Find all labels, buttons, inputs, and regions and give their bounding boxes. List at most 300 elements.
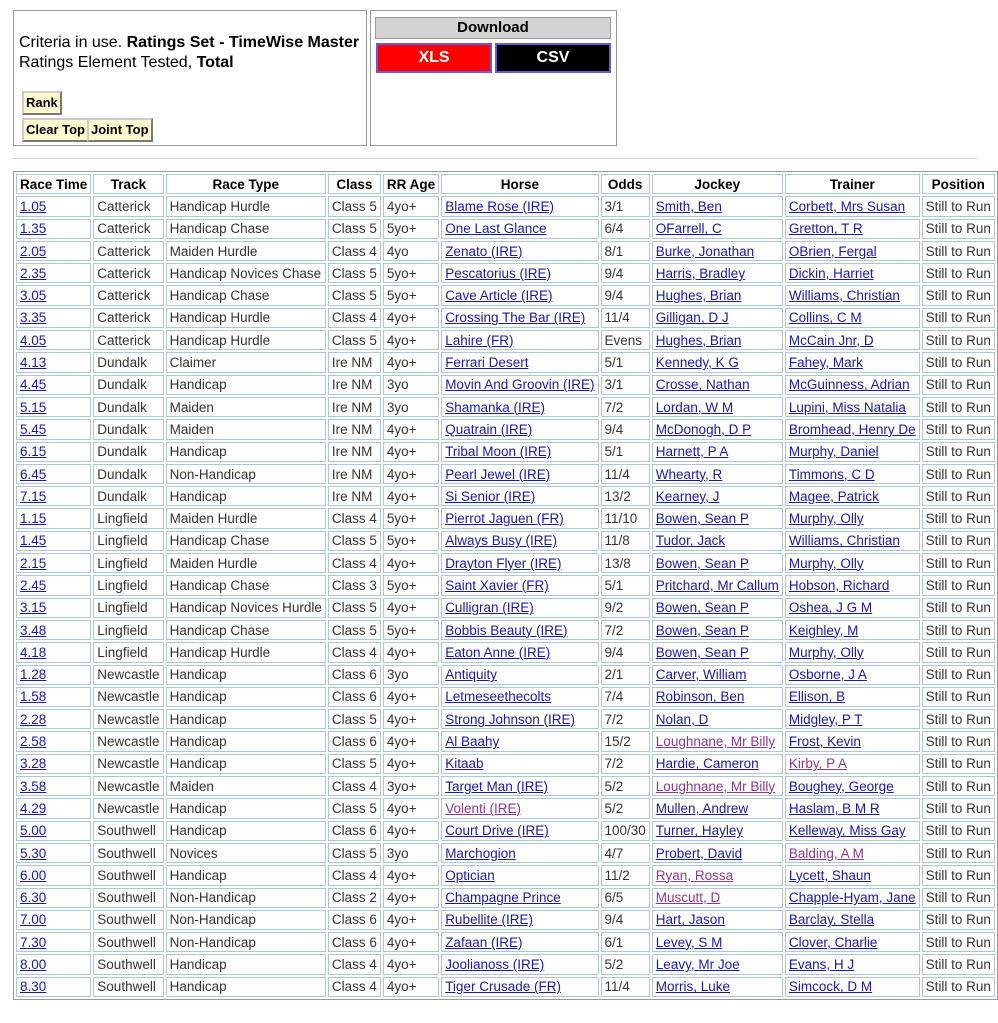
trainer-cell (785, 553, 920, 573)
jockey-link[interactable]: Hughes, Brian (655, 288, 742, 304)
jockey-link[interactable]: Hughes, Brian (655, 332, 742, 348)
race-type-cell: Handicap Novices Hurdle (166, 598, 326, 618)
jockey-cell (652, 419, 783, 439)
csv-download-button[interactable]: CSV (495, 43, 611, 73)
jockey-cell (652, 709, 783, 729)
age-cell: 4yo+ (383, 553, 439, 573)
horse-link[interactable]: Eaton Anne (IRE) (445, 644, 551, 660)
jockey-cell (652, 665, 783, 685)
trainer-link[interactable]: Dickin, Harriet (788, 265, 874, 281)
table-row (16, 888, 995, 908)
race-time-link[interactable]: 4.13 (20, 355, 47, 371)
jockey-link[interactable]: Ryan, Rossa (655, 867, 734, 883)
jockey-link[interactable]: McDonogh, D P (655, 421, 752, 437)
race-time-link[interactable]: 2.28 (20, 711, 47, 727)
track-cell: Dundalk (93, 375, 163, 395)
race-time-link[interactable]: 6.00 (20, 867, 47, 883)
horse-cell (441, 687, 598, 707)
race-type-cell: Handicap Chase (166, 285, 326, 305)
race-time-link[interactable]: 3.28 (20, 756, 47, 772)
jockey-cell (652, 575, 783, 595)
horse-link[interactable]: Drayton Flyer (IRE) (445, 555, 562, 571)
race-time-link[interactable]: 1.58 (20, 689, 47, 705)
jockey-cell (652, 754, 783, 774)
horse-link[interactable]: Court Drive (IRE) (445, 823, 549, 839)
race-time-link[interactable]: 1.05 (20, 198, 47, 214)
jockey-link[interactable]: Gilligan, D J (655, 310, 729, 326)
horse-cell (441, 910, 598, 930)
table-row (16, 308, 995, 328)
trainer-cell (785, 241, 920, 261)
jockey-link[interactable]: Nolan, D (655, 711, 709, 727)
trainer-link[interactable]: Kelleway, Miss Gay (788, 823, 906, 839)
horse-link[interactable]: Blame Rose (IRE) (445, 198, 554, 214)
race-time-link[interactable]: 8.30 (20, 979, 47, 995)
odds-cell: 5/2 (601, 776, 650, 796)
race-time-link[interactable]: 7.15 (20, 488, 47, 504)
horse-link[interactable]: Zafaan (IRE) (445, 934, 523, 950)
track-cell: Newcastle (93, 665, 163, 685)
race-time-link[interactable]: 1.28 (20, 667, 47, 683)
jockey-link[interactable]: Bowen, Sean P (655, 622, 749, 638)
horse-cell (441, 553, 598, 573)
track-cell: Southwell (93, 932, 163, 952)
time-cell (16, 531, 91, 551)
jockey-link[interactable]: Kennedy, K G (655, 355, 739, 371)
class-cell: Ire NM (328, 397, 381, 417)
jockey-cell (652, 910, 783, 930)
position-cell: Still to Run (922, 419, 995, 439)
race-type-cell: Handicap Hurdle (166, 196, 326, 216)
age-cell: 4yo+ (383, 642, 439, 662)
trainer-link[interactable]: Simcock, D M (788, 979, 873, 995)
trainer-cell (785, 196, 920, 216)
horse-link[interactable]: Marchogion (445, 845, 516, 861)
table-row (16, 263, 995, 283)
table-body (16, 196, 995, 997)
trainer-link[interactable]: Lupini, Miss Natalia (788, 399, 906, 415)
trainer-link[interactable]: Collins, C M (788, 310, 862, 326)
trainer-cell (785, 754, 920, 774)
trainer-cell (785, 598, 920, 618)
horse-link[interactable]: Rubellite (IRE) (445, 912, 533, 928)
odds-cell: 5/1 (601, 575, 650, 595)
horse-link[interactable]: One Last Glance (445, 221, 547, 237)
jockey-link[interactable]: Bowen, Sean P (655, 511, 749, 527)
table-row (16, 642, 995, 662)
time-cell (16, 419, 91, 439)
trainer-cell (785, 531, 920, 551)
jockey-link[interactable]: Loughnane, Mr Billy (655, 778, 776, 794)
horse-cell (441, 821, 598, 841)
column-header: Track (93, 174, 163, 194)
table-row (16, 620, 995, 640)
jockey-cell (652, 330, 783, 350)
jockey-link[interactable]: Whearty, R (655, 466, 723, 482)
race-time-link[interactable]: 1.15 (20, 511, 47, 527)
jockey-cell (652, 821, 783, 841)
race-time-link[interactable]: 4.05 (20, 332, 47, 348)
race-time-link[interactable]: 5.15 (20, 399, 47, 415)
column-header: RR Age (383, 174, 439, 194)
position-cell: Still to Run (922, 665, 995, 685)
trainer-link[interactable]: Haslam, B M R (788, 800, 880, 816)
race-time-link[interactable]: 3.35 (20, 310, 47, 326)
race-time-link[interactable]: 2.05 (20, 243, 47, 259)
race-time-link[interactable]: 5.45 (20, 421, 47, 437)
age-cell: 4yo+ (383, 754, 439, 774)
horse-link[interactable]: Crossing The Bar (IRE) (445, 310, 586, 326)
jockey-link[interactable]: Probert, David (655, 845, 743, 861)
position-cell: Still to Run (922, 754, 995, 774)
column-header: Trainer (785, 174, 920, 194)
age-cell: 4yo+ (383, 330, 439, 350)
jockey-link[interactable]: Pritchard, Mr Callum (655, 577, 779, 593)
horse-link[interactable]: Al Baahy (445, 734, 500, 750)
jockey-link[interactable]: Bowen, Sean P (655, 555, 749, 571)
time-cell (16, 709, 91, 729)
time-cell (16, 821, 91, 841)
race-time-link[interactable]: 2.15 (20, 555, 47, 571)
horse-link[interactable]: Saint Xavier (FR) (445, 577, 549, 593)
track-cell: Southwell (93, 954, 163, 974)
trainer-link[interactable]: Lycett, Shaun (788, 867, 871, 883)
race-time-link[interactable]: 5.00 (20, 823, 47, 839)
horse-cell (441, 798, 598, 818)
race-type-cell: Handicap (166, 821, 326, 841)
joint-top-button[interactable]: Joint Top (87, 118, 153, 142)
horse-link[interactable]: Shamanka (IRE) (445, 399, 545, 415)
trainer-link[interactable]: Timmons, C D (788, 466, 875, 482)
trainer-link[interactable]: Gretton, T R (788, 221, 863, 237)
age-cell: 4yo+ (383, 731, 439, 751)
trainer-link[interactable]: Evans, H J (788, 957, 855, 973)
table-row (16, 442, 995, 462)
section-divider (13, 158, 977, 159)
horse-link[interactable]: Letmeseethecolts (445, 689, 551, 705)
jockey-link[interactable]: Morris, Luke (655, 979, 731, 995)
trainer-link[interactable]: McGuinness, Adrian (788, 377, 910, 393)
horse-cell (441, 464, 598, 484)
race-type-cell: Handicap (166, 754, 326, 774)
time-cell (16, 464, 91, 484)
position-cell: Still to Run (922, 776, 995, 796)
trainer-link[interactable]: Oshea, J G M (788, 600, 873, 616)
table-row (16, 598, 995, 618)
trainer-link[interactable]: Murphy, Olly (788, 555, 864, 571)
trainer-link[interactable]: Hobson, Richard (788, 577, 890, 593)
horse-link[interactable]: Strong Johnson (IRE) (445, 711, 575, 727)
time-cell (16, 397, 91, 417)
jockey-cell (652, 285, 783, 305)
trainer-link[interactable]: Magee, Patrick (788, 488, 879, 504)
race-type-cell: Handicap Hurdle (166, 642, 326, 662)
race-time-link[interactable]: 3.15 (20, 600, 47, 616)
race-type-cell: Maiden Hurdle (166, 508, 326, 528)
odds-cell: 13/8 (601, 553, 650, 573)
jockey-link[interactable]: Lordan, W M (655, 399, 734, 415)
jockey-link[interactable]: OFarrell, C (655, 221, 722, 237)
jockey-link[interactable]: Harnett, P A (655, 444, 729, 460)
race-type-cell: Handicap Chase (166, 575, 326, 595)
trainer-link[interactable]: Barclay, Stella (788, 912, 875, 928)
position-cell: Still to Run (922, 241, 995, 261)
trainer-cell (785, 821, 920, 841)
track-cell: Dundalk (93, 486, 163, 506)
table-row (16, 375, 995, 395)
horse-link[interactable]: Ferrari Desert (445, 355, 529, 371)
jockey-link[interactable]: Leavy, Mr Joe (655, 957, 740, 973)
horse-cell (441, 442, 598, 462)
horse-link[interactable]: Cave Article (IRE) (445, 288, 553, 304)
trainer-cell (785, 642, 920, 662)
race-time-link[interactable]: 4.45 (20, 377, 47, 393)
race-type-cell: Handicap Chase (166, 620, 326, 640)
odds-cell: 15/2 (601, 731, 650, 751)
ratings-set: Ratings Set - TimeWise Master (126, 34, 360, 51)
odds-cell: 7/2 (601, 754, 650, 774)
odds-cell: 11/2 (601, 865, 650, 885)
race-time-link[interactable]: 3.48 (20, 622, 47, 638)
age-cell: 4yo+ (383, 442, 439, 462)
trainer-cell (785, 865, 920, 885)
trainer-link[interactable]: Williams, Christian (788, 533, 900, 549)
jockey-link[interactable]: Crosse, Nathan (655, 377, 750, 393)
trainer-cell (785, 397, 920, 417)
horse-link[interactable]: Optician (445, 867, 495, 883)
trainer-link[interactable]: Clover, Charlie (788, 934, 878, 950)
jockey-link[interactable]: Tudor, Jack (655, 533, 726, 549)
table-row (16, 932, 995, 952)
race-type-cell: Claimer (166, 352, 326, 372)
horse-link[interactable]: Lahire (FR) (445, 332, 514, 348)
odds-cell: 9/4 (601, 263, 650, 283)
trainer-cell (785, 888, 920, 908)
race-time-link[interactable]: 1.45 (20, 533, 47, 549)
horse-link[interactable]: Joolianoss (IRE) (445, 957, 545, 973)
jockey-link[interactable]: Harris, Bradley (655, 265, 746, 281)
trainer-link[interactable]: Ellison, B (788, 689, 846, 705)
jockey-link[interactable]: Bowen, Sean P (655, 644, 749, 660)
jockey-cell (652, 776, 783, 796)
trainer-link[interactable]: Boughey, George (788, 778, 894, 794)
trainer-link[interactable]: Murphy, Olly (788, 644, 864, 660)
track-cell: Newcastle (93, 754, 163, 774)
race-time-link[interactable]: 6.30 (20, 890, 47, 906)
age-cell: 4yo+ (383, 464, 439, 484)
track-cell: Newcastle (93, 731, 163, 751)
odds-cell: 11/8 (601, 531, 650, 551)
time-cell (16, 776, 91, 796)
horse-link[interactable]: Tribal Moon (IRE) (445, 444, 552, 460)
trainer-link[interactable]: Murphy, Daniel (788, 444, 879, 460)
trainer-link[interactable]: Keighley, M (788, 622, 859, 638)
rank-button[interactable]: Rank (22, 91, 62, 115)
race-time-link[interactable]: 3.05 (20, 288, 47, 304)
race-type-cell: Handicap Novices Chase (166, 263, 326, 283)
criteria-prefix: Criteria in use. (19, 34, 123, 51)
clear-top-button[interactable]: Clear Top (22, 118, 89, 142)
horse-link[interactable]: Champagne Prince (445, 890, 561, 906)
trainer-link[interactable]: Kirby, P A (788, 756, 847, 772)
trainer-cell (785, 330, 920, 350)
horse-cell (441, 397, 598, 417)
jockey-link[interactable]: Burke, Jonathan (655, 243, 755, 259)
horse-link[interactable]: Quatrain (IRE) (445, 421, 533, 437)
time-cell (16, 598, 91, 618)
jockey-cell (652, 263, 783, 283)
class-cell: Ire NM (328, 486, 381, 506)
trainer-link[interactable]: McCain Jnr, D (788, 332, 874, 348)
race-time-link[interactable]: 6.15 (20, 444, 47, 460)
trainer-cell (785, 776, 920, 796)
horse-cell (441, 843, 598, 863)
jockey-link[interactable]: Smith, Ben (655, 198, 722, 214)
jockey-link[interactable]: Levey, S M (655, 934, 723, 950)
jockey-link[interactable]: Muscutt, D (655, 890, 721, 906)
position-cell: Still to Run (922, 486, 995, 506)
age-cell: 4yo+ (383, 910, 439, 930)
class-cell: Class 6 (328, 731, 381, 751)
race-type-cell: Handicap (166, 709, 326, 729)
age-cell: 4yo+ (383, 954, 439, 974)
age-cell: 5yo+ (383, 285, 439, 305)
horse-link[interactable]: Volenti (IRE) (445, 800, 521, 816)
race-type-cell: Handicap (166, 865, 326, 885)
horse-link[interactable]: Si Senior (IRE) (445, 488, 536, 504)
trainer-link[interactable]: OBrien, Fergal (788, 243, 877, 259)
trainer-cell (785, 977, 920, 997)
horse-cell (441, 308, 598, 328)
race-time-link[interactable]: 2.45 (20, 577, 47, 593)
table-row (16, 486, 995, 506)
track-cell: Newcastle (93, 709, 163, 729)
xls-download-button[interactable]: XLS (376, 43, 492, 73)
trainer-link[interactable]: Bromhead, Henry De (788, 421, 916, 437)
odds-cell: 11/4 (601, 464, 650, 484)
track-cell: Southwell (93, 865, 163, 885)
race-time-link[interactable]: 4.29 (20, 800, 47, 816)
class-cell: Class 6 (328, 910, 381, 930)
horse-cell (441, 330, 598, 350)
track-cell: Southwell (93, 977, 163, 997)
race-type-cell: Handicap (166, 954, 326, 974)
trainer-link[interactable]: Fahey, Mark (788, 355, 863, 371)
trainer-link[interactable]: Osborne, J A (788, 667, 867, 683)
odds-cell: 6/1 (601, 932, 650, 952)
table-row (16, 285, 995, 305)
race-time-link[interactable]: 4.18 (20, 644, 47, 660)
table-row (16, 352, 995, 372)
race-time-link[interactable]: 3.58 (20, 778, 47, 794)
race-time-link[interactable]: 8.00 (20, 957, 47, 973)
race-time-link[interactable]: 7.30 (20, 934, 47, 950)
jockey-link[interactable]: Hart, Jason (655, 912, 725, 928)
horse-link[interactable]: Kitaab (445, 756, 484, 772)
race-time-link[interactable]: 2.58 (20, 734, 47, 750)
horse-link[interactable]: Pearl Jewel (IRE) (445, 466, 551, 482)
trainer-link[interactable]: Williams, Christian (788, 288, 900, 304)
jockey-link[interactable]: Carver, William (655, 667, 747, 683)
race-time-link[interactable]: 5.30 (20, 845, 47, 861)
position-cell: Still to Run (922, 977, 995, 997)
class-cell: Class 4 (328, 642, 381, 662)
time-cell (16, 687, 91, 707)
class-cell: Class 6 (328, 821, 381, 841)
race-type-cell: Non-Handicap (166, 888, 326, 908)
horse-cell (441, 575, 598, 595)
ratings-element: Total (196, 54, 234, 71)
position-cell: Still to Run (922, 888, 995, 908)
time-cell (16, 665, 91, 685)
jockey-link[interactable]: Hardie, Cameron (655, 756, 759, 772)
trainer-cell (785, 731, 920, 751)
trainer-link[interactable]: Chapple-Hyam, Jane (788, 890, 916, 906)
position-cell: Still to Run (922, 620, 995, 640)
position-cell: Still to Run (922, 285, 995, 305)
jockey-link[interactable]: Kearney, J (655, 488, 720, 504)
horse-link[interactable]: Antiquity (445, 667, 497, 683)
race-time-link[interactable]: 1.35 (20, 221, 47, 237)
jockey-link[interactable]: Turner, Hayley (655, 823, 744, 839)
class-cell: Class 6 (328, 932, 381, 952)
class-cell: Class 5 (328, 754, 381, 774)
jockey-link[interactable]: Loughnane, Mr Billy (655, 734, 776, 750)
track-cell: Southwell (93, 821, 163, 841)
time-cell (16, 308, 91, 328)
horse-link[interactable]: Target Man (IRE) (445, 778, 548, 794)
horse-link[interactable]: Pescatorius (IRE) (445, 265, 551, 281)
position-cell: Still to Run (922, 397, 995, 417)
jockey-cell (652, 687, 783, 707)
race-time-link[interactable]: 6.45 (20, 466, 47, 482)
horse-link[interactable]: Zenato (IRE) (445, 243, 523, 259)
time-cell (16, 375, 91, 395)
jockey-cell (652, 553, 783, 573)
age-cell: 3yo (383, 843, 439, 863)
race-time-link[interactable]: 7.00 (20, 912, 47, 928)
horse-link[interactable]: Pierrot Jaguen (FR) (445, 511, 564, 527)
odds-cell: 9/4 (601, 285, 650, 305)
column-header: Class (328, 174, 381, 194)
jockey-link[interactable]: Robinson, Ben (655, 689, 745, 705)
horse-cell (441, 642, 598, 662)
trainer-link[interactable]: Midgley, P T (788, 711, 863, 727)
table-row (16, 575, 995, 595)
horse-cell (441, 486, 598, 506)
horse-link[interactable]: Movin And Groovin (IRE) (445, 377, 595, 393)
trainer-link[interactable]: Corbett, Mrs Susan (788, 198, 906, 214)
time-cell (16, 865, 91, 885)
horse-link[interactable]: Always Busy (IRE) (445, 533, 557, 549)
trainer-link[interactable]: Murphy, Olly (788, 511, 864, 527)
jockey-link[interactable]: Mullen, Andrew (655, 800, 749, 816)
horse-link[interactable]: Culligran (IRE) (445, 600, 534, 616)
horse-link[interactable]: Bobbis Beauty (IRE) (445, 622, 568, 638)
age-cell: 5yo+ (383, 531, 439, 551)
trainer-cell (785, 843, 920, 863)
horse-link[interactable]: Tiger Crusade (FR) (445, 979, 561, 995)
trainer-link[interactable]: Frost, Kevin (788, 734, 861, 750)
table-row (16, 798, 995, 818)
position-cell: Still to Run (922, 731, 995, 751)
race-type-cell: Handicap Hurdle (166, 330, 326, 350)
race-time-link[interactable]: 2.35 (20, 265, 47, 281)
jockey-link[interactable]: Bowen, Sean P (655, 600, 749, 616)
trainer-link[interactable]: Balding, A M (788, 845, 864, 861)
time-cell (16, 798, 91, 818)
class-cell: Class 5 (328, 263, 381, 283)
